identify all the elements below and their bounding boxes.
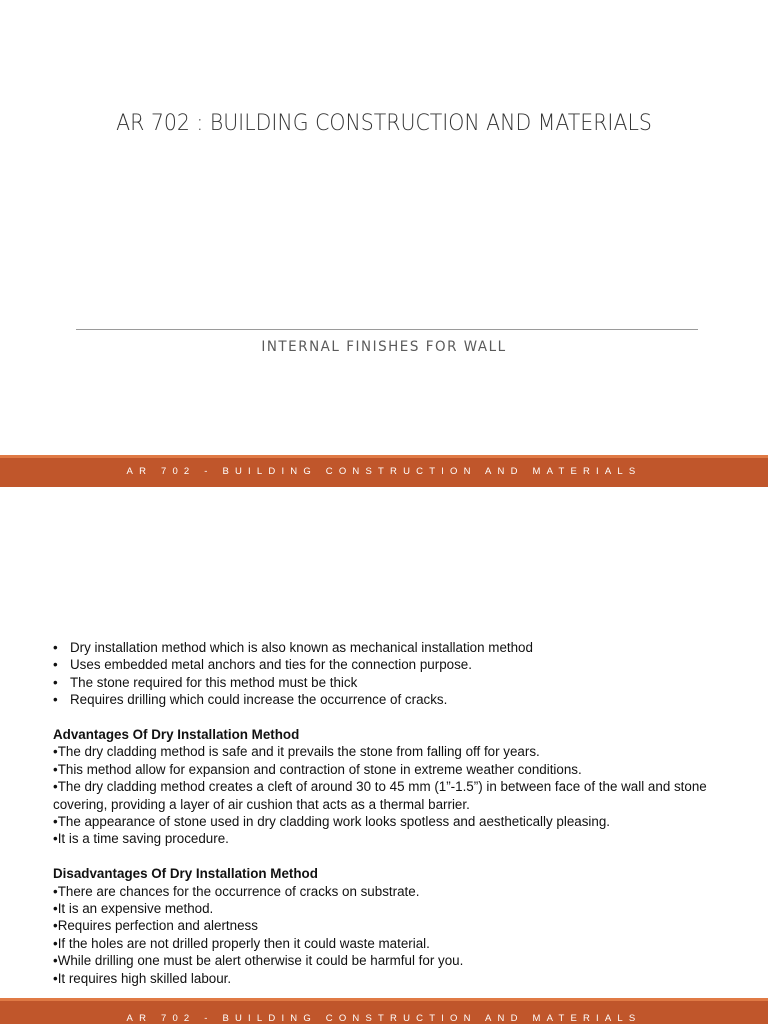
footer-band [0,998,768,1024]
list-item: •It is a time saving procedure. [53,831,229,847]
bullet-glyph: • [53,692,58,708]
list-item: •While drilling one must be alert otherwise it could be harmful for you. [53,953,464,969]
list-item: •If the holes are not drilled properly then it could waste material. [53,935,430,951]
title-divider [76,329,698,330]
footer-band-label: AR 702 - BUILDING CONSTRUCTION AND MATERIALS [126,466,642,477]
list-item: • Uses embedded metal anchors and ties for the connection purpose. [53,657,472,673]
content-slide [0,487,768,999]
footer-band [0,455,768,487]
list-item: • The stone required for this method must be thick [53,674,358,690]
list-item: • Requires drilling which could increase the occurrence of cracks. [53,692,448,708]
bullet-glyph: • [53,657,58,673]
list-item: •There are chances for the occurrence of cracks on substrate. [53,883,420,899]
bullet-glyph: • [53,674,58,690]
list-item: •It requires high skilled labour. [53,970,232,986]
advantages-heading: Advantages Of Dry Installation Method [53,727,300,743]
bullet-list [53,639,733,709]
list-item: •It is an expensive method. [53,901,214,917]
slide-subtitle: INTERNAL FINISHES FOR WALL [261,339,507,355]
slide-content [53,639,733,987]
disadvantages-section [53,865,733,987]
list-item: •The dry cladding method creates a cleft of around 30 to 45 mm (1”-1.5”) in between face of the wall and stone covering, providing a layer of air cushion that acts as a thermal barrier. [53,779,707,812]
footer-band-label: AR 702 - BUILDING CONSTRUCTION AND MATERIALS [126,1013,642,1024]
list-item: •The appearance of stone used in dry cladding work looks spotless and aesthetically pleasing. [53,814,611,830]
slide-title: AR 702 : BUILDING CONSTRUCTION AND MATERIALS [116,111,652,136]
list-item: •The dry cladding method is safe and it prevails the stone from falling off for years. [53,744,540,760]
disadvantages-heading: Disadvantages Of Dry Installation Method [53,866,318,882]
list-item: •This method allow for expansion and contraction of stone in extreme weather conditions. [53,761,582,777]
advantages-section [53,726,733,848]
list-item: •Requires perfection and alertness [53,918,258,934]
bullet-glyph: • [53,640,58,655]
title-slide [0,0,768,456]
list-item: • Dry installation method which is also known as mechanical installation method [53,640,533,655]
